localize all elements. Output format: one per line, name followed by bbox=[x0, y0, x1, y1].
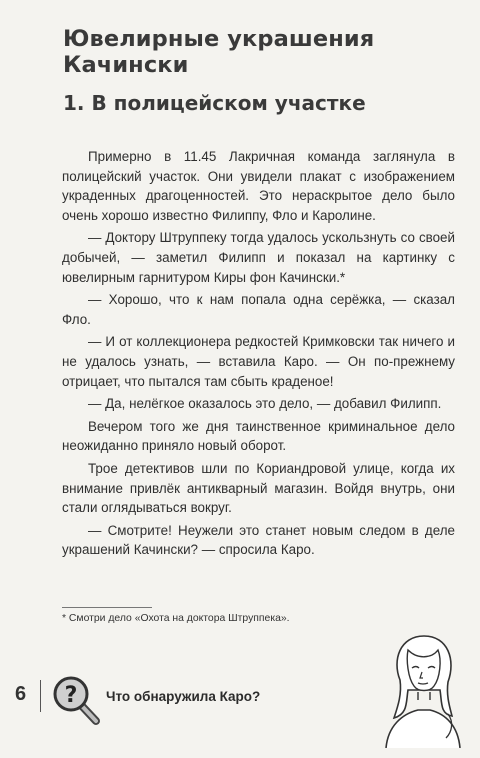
question-text: Что обнаружила Каро? bbox=[106, 689, 261, 704]
paragraph: — Хорошо, что к нам попала одна серёжка, — сказал Фло. bbox=[62, 292, 455, 327]
paragraph: — Смотрите! Неужели это станет новым следом в деле украшений Качински? — спросила Каро. bbox=[62, 522, 455, 558]
paragraph: — И от коллекционера редкостей Кримковски так ничего и не удалось узнать, — вставила Каро. — Он по-прежнему отрицает, что пытался там сбыть краденое! bbox=[62, 334, 455, 389]
paragraph: Вечером того же дня таинственное криминальное дело неожиданно приняло новый оборот. bbox=[62, 418, 455, 454]
page-title bbox=[63, 26, 463, 78]
page-number: 6 bbox=[15, 683, 27, 705]
story-text bbox=[62, 147, 455, 560]
page-title-line-2: Качински bbox=[63, 52, 189, 78]
chapter-title: 1. В полицейском участке bbox=[63, 91, 366, 115]
paragraph: Примерно в 11.45 Лакричная команда заглянула в полицейский участок. Они увидели плакат с изображением украденных драгоценностей. Это нераскрытое дело было очень хорошо известно Филиппу, Фло и Каролине. bbox=[62, 149, 455, 223]
girl-illustration bbox=[378, 630, 464, 748]
footnote-divider bbox=[62, 607, 152, 608]
footnote: * Смотри дело «Охота на доктора Штруппека». bbox=[62, 613, 290, 624]
svg-text:?: ? bbox=[64, 683, 78, 708]
question-magnifier-icon bbox=[52, 673, 104, 729]
paragraph: — Доктору Штруппеку тогда удалось ускользнуть со своей добычей, — заметил Филипп и показал на картинку с ювелирным гарнитуром Киры фон Качински.* bbox=[62, 230, 455, 285]
paragraph: — Да, нелёгкое оказалось это дело, — добавил Филипп. bbox=[88, 396, 442, 412]
page-title-line-1: Ювелирные украшения bbox=[63, 26, 375, 52]
page-number-divider bbox=[40, 680, 41, 712]
paragraph: Трое детективов шли по Кориандровой улице, когда их внимание привлёк антикварный магазин. Войдя внутрь, они стали оглядываться вокруг. bbox=[62, 460, 455, 516]
